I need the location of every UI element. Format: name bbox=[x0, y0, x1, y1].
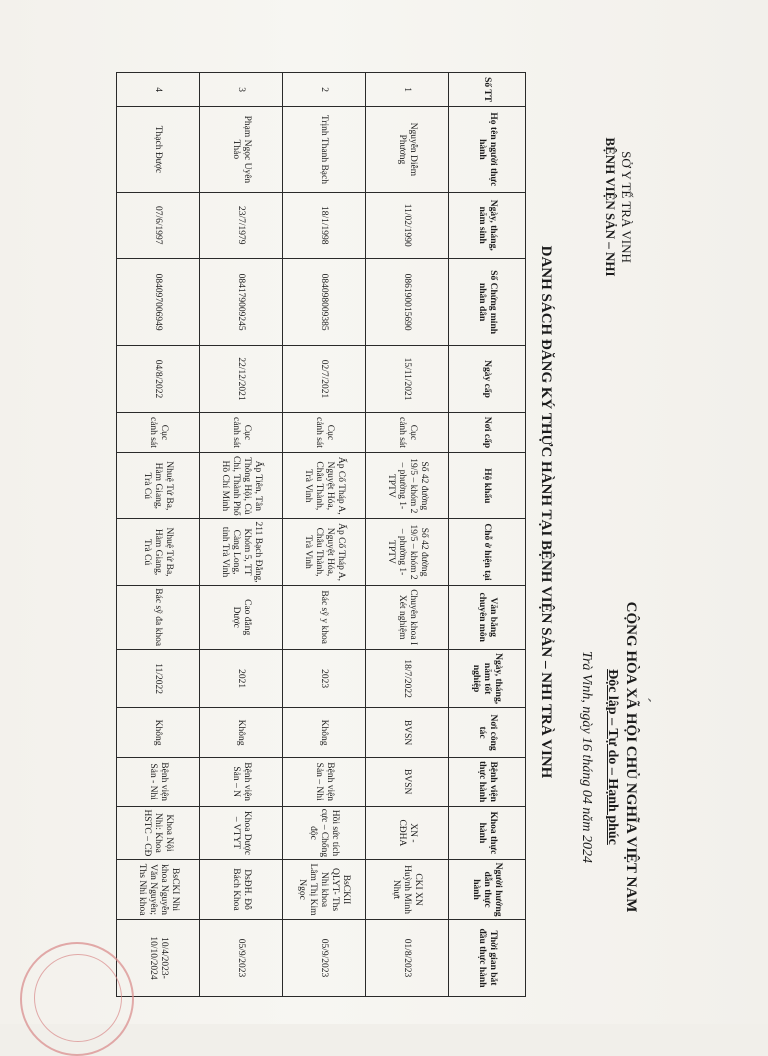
cell: DsĐH. Đỗ Bách Khoa bbox=[200, 860, 283, 920]
cell: 084097006949 bbox=[117, 258, 200, 346]
col-header: Thời gian bắt đầu thực hành bbox=[449, 919, 526, 996]
cell: BVSN bbox=[366, 708, 449, 757]
table-row bbox=[283, 73, 366, 997]
cell: 10/4/2023-10/10/2024 bbox=[117, 919, 200, 996]
cell: 2023 bbox=[283, 649, 366, 708]
cell: 11/02/1990 bbox=[366, 192, 449, 258]
cell: Cao đẳng Dược bbox=[200, 585, 283, 649]
cell: Hồi sức tích cực – Chống độc bbox=[283, 806, 366, 859]
cell: 18/7/2022 bbox=[366, 649, 449, 708]
cell: 11/2022 bbox=[117, 649, 200, 708]
table-header-row bbox=[449, 73, 526, 997]
cell: Cục cảnh sát bbox=[366, 412, 449, 453]
cell: Số 42 đường 19/5 – khóm 2 – phường 1- TPTV bbox=[366, 453, 449, 519]
cell: Không bbox=[117, 708, 200, 757]
col-header: Ngày, tháng, năm tốt nghiệp bbox=[449, 649, 526, 708]
cell: Bệnh viện Sản – N bbox=[200, 757, 283, 806]
col-header: Người hướng dẫn thực hành bbox=[449, 860, 526, 920]
col-header: Ngày, tháng, năm sinh bbox=[449, 192, 526, 258]
cell: Nguyễn Diễm Phương bbox=[366, 107, 449, 192]
cell: 084098009385 bbox=[283, 258, 366, 346]
table-row bbox=[366, 73, 449, 997]
cell: 05/9/2023 bbox=[283, 919, 366, 996]
rotated-document-page bbox=[54, 17, 714, 1007]
cell: 23/7/1979 bbox=[200, 192, 283, 258]
cell: Phạm Ngọc Uyên Thảo bbox=[200, 107, 283, 192]
cell: Không bbox=[200, 708, 283, 757]
hospital-stamp-inner-ring bbox=[34, 954, 122, 1042]
table-row bbox=[117, 73, 200, 997]
pen-mark: ˊ bbox=[634, 697, 654, 703]
cell: 02/7/2021 bbox=[283, 346, 366, 412]
col-header: Khoa thực hành bbox=[449, 806, 526, 859]
cell: Bác sỹ đa khoa bbox=[117, 585, 200, 649]
col-header: Ngày cấp bbox=[449, 346, 526, 412]
cell: 07/6/1997 bbox=[117, 192, 200, 258]
cell: XN - CĐHA bbox=[366, 806, 449, 859]
cell: BVSN bbox=[366, 757, 449, 806]
agency-name: BỆNH VIỆN SẢN – NHI bbox=[603, 137, 618, 277]
cell: Cục cảnh sát bbox=[283, 412, 366, 453]
cell: Bệnh viện Sản - Nhi bbox=[117, 757, 200, 806]
cell: Bác sỹ y khoa bbox=[283, 585, 366, 649]
cell: BsCKI Nhi khoa Nguyễn Văn Nguyên; Ths Nhi khoa bbox=[117, 860, 200, 920]
cell: Khoa Dược – VTYT bbox=[200, 806, 283, 859]
cell: Bệnh viện Sản – Nhi bbox=[283, 757, 366, 806]
cell: Chuyên khoa I Xét nghiệm bbox=[366, 585, 449, 649]
cell: Số 42 đường 19/5 – khóm 2 – phường 1- TPTV bbox=[366, 519, 449, 585]
document-title: DANH SÁCH ĐĂNG KÝ THỰC HÀNH TẠI BỆNH VIỆN SẢN – NHI TRÀ VINH bbox=[538, 245, 554, 779]
cell: Ấp Cổ Tháp A, Nguyệt Hóa, Châu Thành, Trà Vinh bbox=[283, 453, 366, 519]
cell: 1 bbox=[366, 73, 449, 107]
agency-parent: SỞ Y TẾ TRÀ VINH bbox=[619, 151, 634, 263]
cell: 18/1/1998 bbox=[283, 192, 366, 258]
col-header: Bệnh viện thực hành bbox=[449, 757, 526, 806]
cell: 086190015690 bbox=[366, 258, 449, 346]
hospital-stamp bbox=[20, 942, 134, 1056]
cell: Ấp Tiên, Tân Thông Hội, Củ Chi, Thành Phố Hồ Chí Minh bbox=[200, 453, 283, 519]
cell: 04/8/2022 bbox=[117, 346, 200, 412]
cell: Trịnh Thanh Bạch bbox=[283, 107, 366, 192]
col-header: Chỗ ở hiện tại bbox=[449, 519, 526, 585]
cell: Cục cảnh sát bbox=[200, 412, 283, 453]
cell: Ấp Cổ Tháp A, Nguyệt Hóa, Châu Thành, Trà Vinh bbox=[283, 519, 366, 585]
col-header: Số Chứng minh nhân dân bbox=[449, 258, 526, 346]
cell: 22/12/2021 bbox=[200, 346, 283, 412]
col-header: Số TT bbox=[449, 73, 526, 107]
cell: Thạch Được bbox=[117, 107, 200, 192]
cell: 01/8/2023 bbox=[366, 919, 449, 996]
table-row bbox=[200, 73, 283, 997]
cell: 2021 bbox=[200, 649, 283, 708]
cell: Cục cảnh sát bbox=[117, 412, 200, 453]
cell: Nhuệ Tứ Ba, Hàm Giang, Trà Cú bbox=[117, 519, 200, 585]
agency-header bbox=[602, 77, 634, 337]
cell: 05/9/2023 bbox=[200, 919, 283, 996]
cell: 15/11/2021 bbox=[366, 346, 449, 412]
motto: Độc lập – Tự do – Hạnh phúc bbox=[605, 669, 620, 845]
cell: 211 Bạch Đằng, Khóm 5, TT Càng Long, tỉnh Trà Vinh bbox=[200, 519, 283, 585]
document-date: Trà Vinh, ngày 16 tháng 04 năm 2024 bbox=[579, 650, 594, 864]
col-header: Hộ khẩu bbox=[449, 453, 526, 519]
cell: Không bbox=[283, 708, 366, 757]
national-title: CỘNG HÒA XÃ HỘI CHỦ NGHĨA VIỆT NAM bbox=[623, 601, 639, 913]
cell: 3 bbox=[200, 73, 283, 107]
registration-table bbox=[116, 72, 526, 997]
col-header: Nơi cấp bbox=[449, 412, 526, 453]
cell: 2 bbox=[283, 73, 366, 107]
cell: 084179009245 bbox=[200, 258, 283, 346]
cell: 4 bbox=[117, 73, 200, 107]
col-header: Nơi công tác bbox=[449, 708, 526, 757]
national-motto-header bbox=[578, 537, 639, 977]
col-header: Họ tên người thực hành bbox=[449, 107, 526, 192]
cell: Khoa Nội Nhi: Khoa HSTC – CĐ bbox=[117, 806, 200, 859]
cell: BsCKII QLYT- Ths Nhi khoa Lâm Thị Kim Ngọc bbox=[283, 860, 366, 920]
cell: CKI XN Huỳnh Minh Nhựt bbox=[366, 860, 449, 920]
col-header: Văn bằng chuyên môn bbox=[449, 585, 526, 649]
cell: Nhuệ Tứ Ba, Hàm Giang, Trà Cú bbox=[117, 453, 200, 519]
